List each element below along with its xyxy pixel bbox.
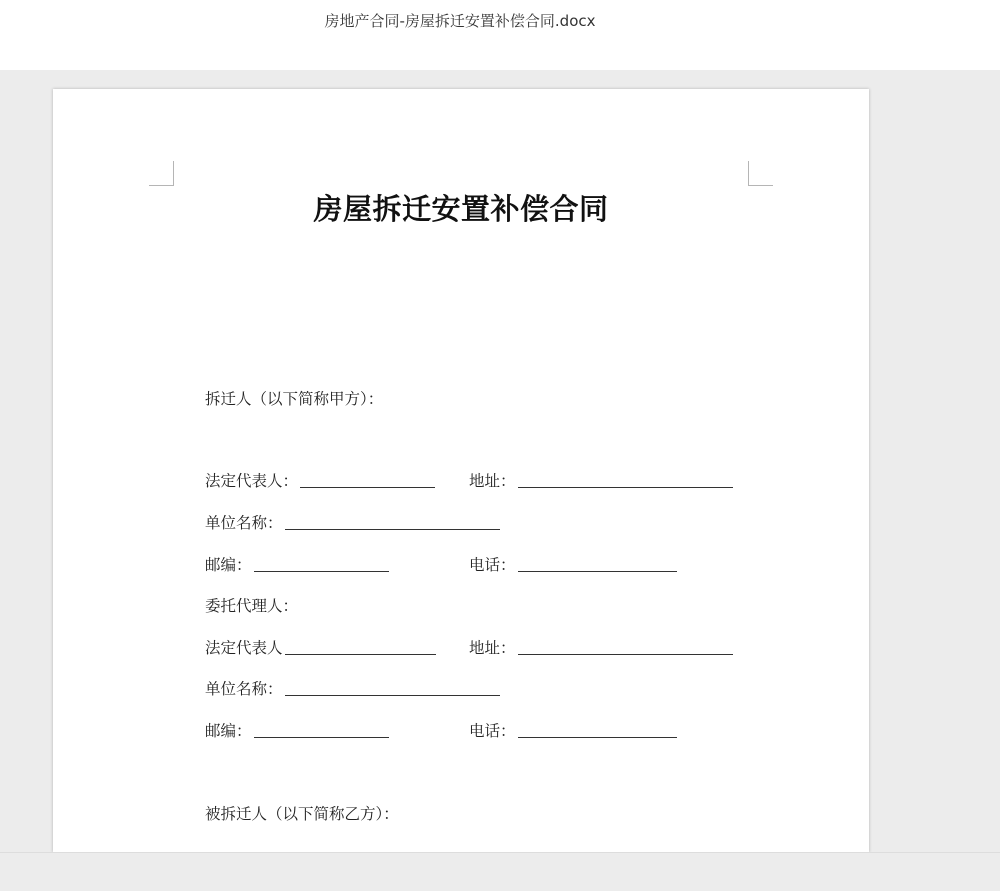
party-a-address-label: 地址： — [469, 472, 516, 490]
agent-legal-rep-row — [205, 636, 436, 658]
party-a-unit-name-row — [205, 511, 500, 533]
party-a-postcode-blank[interactable] — [254, 570, 389, 572]
party-a-unit-name-blank[interactable] — [285, 528, 500, 530]
party-a-postcode-label: 邮编： — [205, 556, 252, 574]
margin-marker-left — [149, 161, 174, 186]
document-title: 房屋拆迁安置补偿合同 — [313, 192, 609, 226]
party-a-unit-name-label: 单位名称： — [205, 514, 283, 532]
agent-address-blank[interactable] — [518, 653, 733, 655]
agent-address-row — [469, 636, 733, 658]
agent-postcode-row — [205, 719, 389, 741]
party-a-phone-row — [469, 553, 677, 575]
title-bar — [0, 0, 1000, 70]
agent-legal-rep-blank[interactable] — [285, 653, 436, 655]
agent-postcode-label: 邮编： — [205, 722, 252, 740]
party-a-phone-label: 电话： — [469, 556, 516, 574]
bottom-bar — [0, 852, 1000, 891]
agent-phone-blank[interactable] — [518, 736, 677, 738]
agent-phone-row — [469, 719, 677, 741]
party-a-legal-rep-label: 法定代表人： — [205, 472, 299, 490]
margin-marker-right — [748, 161, 773, 186]
agent-label: 委托代理人： — [205, 597, 299, 615]
agent-phone-label: 电话： — [469, 722, 516, 740]
party-a-phone-blank[interactable] — [518, 570, 677, 572]
document-page[interactable] — [53, 89, 869, 852]
party-a-legal-rep-blank[interactable] — [300, 486, 435, 488]
agent-unit-name-label: 单位名称： — [205, 680, 283, 698]
party-a-postcode-row — [205, 553, 389, 575]
party-a-address-blank[interactable] — [518, 486, 733, 488]
agent-unit-name-row — [205, 677, 500, 699]
agent-legal-rep-label: 法定代表人 — [205, 639, 283, 657]
party-a-heading: 拆迁人（以下简称甲方）： — [205, 390, 384, 408]
party-b-heading: 被拆迁人（以下简称乙方）： — [205, 805, 399, 823]
party-a-address-row — [469, 469, 733, 491]
document-filename: 房地产合同-房屋拆迁安置补偿合同.docx — [324, 12, 596, 30]
party-a-legal-rep-row — [205, 469, 435, 491]
agent-unit-name-blank[interactable] — [285, 694, 500, 696]
agent-postcode-blank[interactable] — [254, 736, 389, 738]
agent-address-label: 地址： — [469, 639, 516, 657]
